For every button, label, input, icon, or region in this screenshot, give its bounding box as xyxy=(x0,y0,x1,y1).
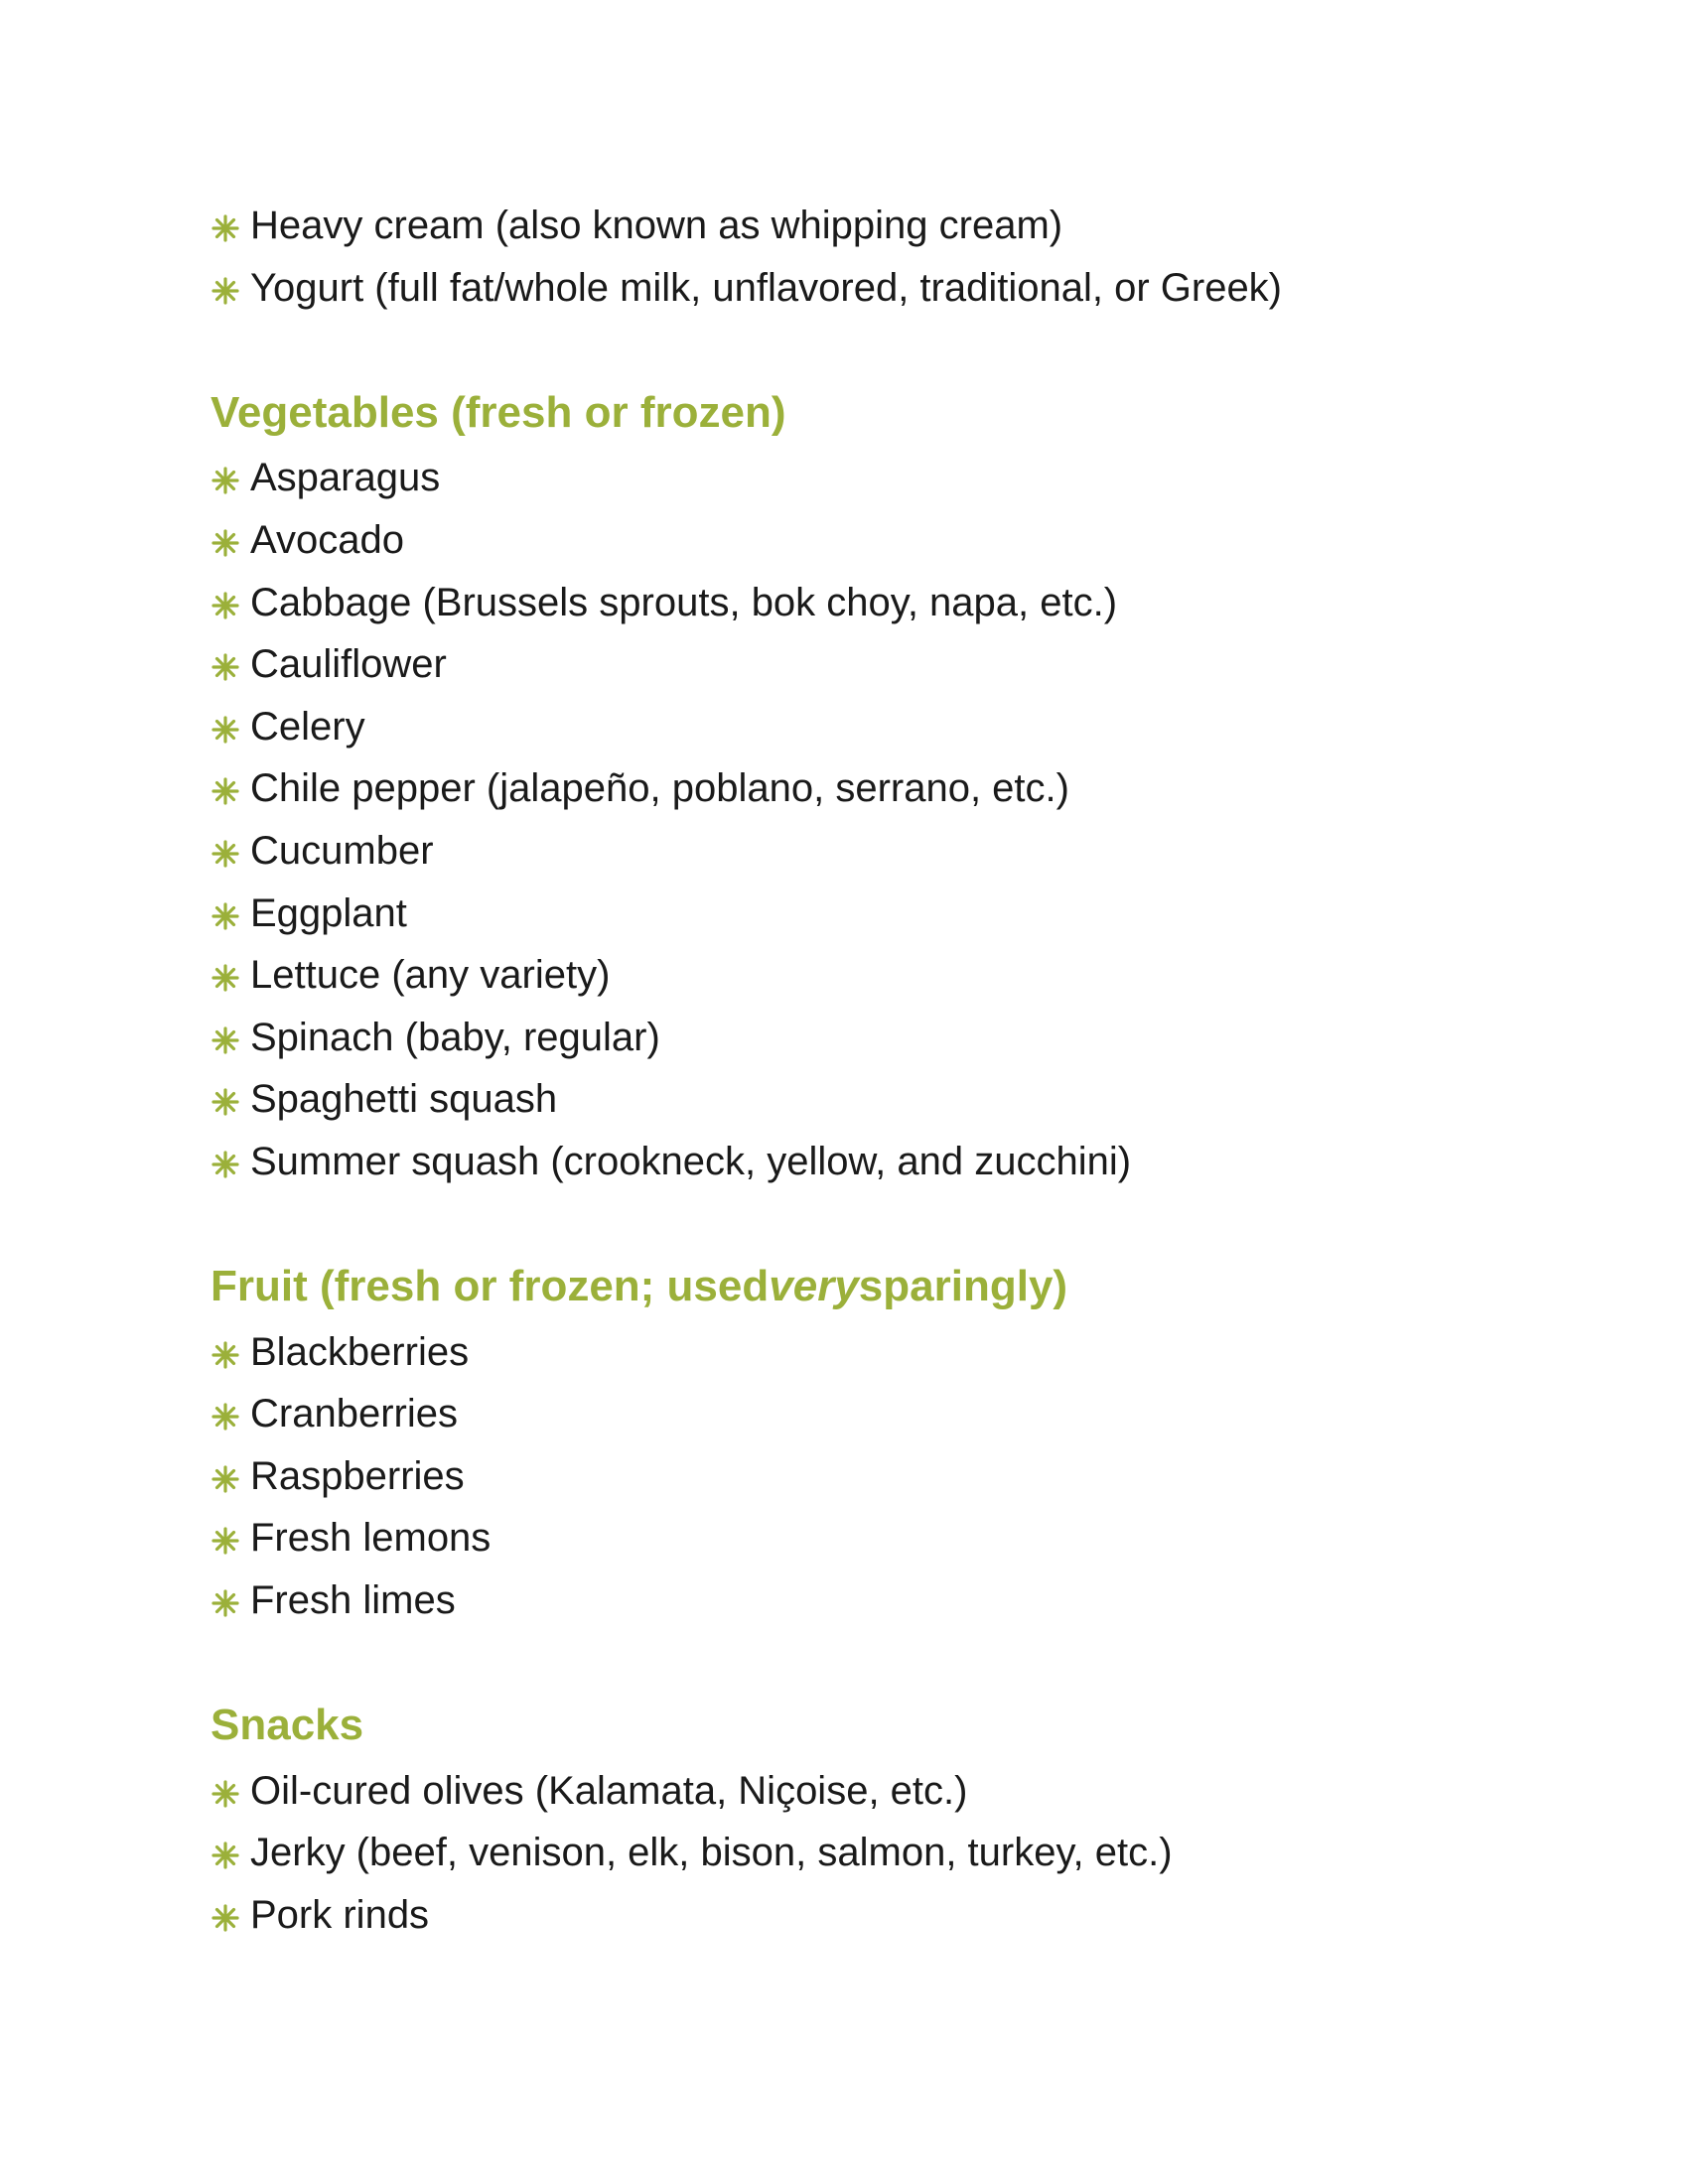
item-text: Asparagus xyxy=(250,456,441,500)
section-heading-vegetables: Vegetables (fresh or frozen) xyxy=(211,388,786,438)
list-item xyxy=(211,882,1501,944)
list-item xyxy=(211,1131,1501,1193)
list-item xyxy=(211,1759,1501,1822)
snacks-list xyxy=(211,1759,1501,1946)
asterisk-bullet-icon xyxy=(211,1841,240,1870)
list-item xyxy=(211,1507,1501,1570)
asterisk-bullet-icon xyxy=(211,715,240,745)
asterisk-bullet-icon xyxy=(211,1526,240,1556)
item-text: Chile pepper (jalapeño, poblano, serrano, etc.) xyxy=(250,766,1069,811)
asterisk-bullet-icon xyxy=(211,901,240,931)
item-text: Celery xyxy=(250,704,365,749)
list-item xyxy=(211,1570,1501,1632)
item-text: Cauliflower xyxy=(250,642,447,687)
item-text: Raspberries xyxy=(250,1453,465,1498)
item-text: Cucumber xyxy=(250,829,434,874)
asterisk-bullet-icon xyxy=(211,1087,240,1117)
list-item xyxy=(211,757,1501,820)
item-text: Pork rinds xyxy=(250,1892,430,1937)
list-item xyxy=(211,633,1501,696)
list-item xyxy=(211,1320,1501,1383)
item-text: Oil-cured olives (Kalamata, Niçoise, etc.) xyxy=(250,1768,968,1813)
item-text: Cabbage (Brussels sprouts, bok choy, napa, etc.) xyxy=(250,580,1118,624)
asterisk-bullet-icon xyxy=(211,776,240,806)
list-item xyxy=(211,195,1501,257)
asterisk-bullet-icon xyxy=(211,1340,240,1370)
section-spacer xyxy=(211,1631,1501,1694)
asterisk-bullet-icon xyxy=(211,1025,240,1055)
list-item xyxy=(211,1883,1501,1946)
item-text: Avocado xyxy=(250,518,404,563)
list-item xyxy=(211,1383,1501,1445)
section-spacer xyxy=(211,319,1501,381)
asterisk-bullet-icon xyxy=(211,1903,240,1933)
asterisk-bullet-icon xyxy=(211,839,240,869)
item-text: Cranberries xyxy=(250,1392,458,1436)
asterisk-bullet-icon xyxy=(211,963,240,993)
item-text: Blackberries xyxy=(250,1329,470,1374)
list-item xyxy=(211,1822,1501,1884)
item-text: Fresh limes xyxy=(250,1577,456,1622)
asterisk-bullet-icon xyxy=(211,213,240,243)
asterisk-bullet-icon xyxy=(211,528,240,558)
heading-text-before: Fruit (fresh or frozen; used xyxy=(211,1262,770,1311)
list-item xyxy=(211,820,1501,883)
item-text: Heavy cream (also known as whipping cream) xyxy=(250,204,1063,248)
list-item xyxy=(211,447,1501,509)
list-item xyxy=(211,509,1501,572)
item-text: Lettuce (any variety) xyxy=(250,953,611,998)
item-text: Eggplant xyxy=(250,890,407,935)
asterisk-bullet-icon xyxy=(211,1464,240,1494)
section-spacer xyxy=(211,1192,1501,1255)
heading-emphasis: very xyxy=(769,1262,859,1311)
list-item xyxy=(211,944,1501,1007)
content-column xyxy=(211,195,1501,1946)
item-text: Spinach (baby, regular) xyxy=(250,1015,660,1059)
item-text: Fresh lemons xyxy=(250,1516,492,1561)
asterisk-bullet-icon xyxy=(211,1150,240,1179)
vegetables-list xyxy=(211,447,1501,1192)
item-text: Spaghetti squash xyxy=(250,1077,558,1122)
asterisk-bullet-icon xyxy=(211,1779,240,1809)
dairy-list xyxy=(211,195,1501,319)
heading-text-after: sparingly) xyxy=(858,1262,1068,1311)
section-heading-snacks: Snacks xyxy=(211,1701,364,1750)
asterisk-bullet-icon xyxy=(211,1588,240,1618)
item-text: Yogurt (full fat/whole milk, unflavored, traditional, or Greek) xyxy=(250,265,1283,310)
fruit-list xyxy=(211,1320,1501,1631)
item-text: Summer squash (crookneck, yellow, and zucchini) xyxy=(250,1140,1132,1184)
asterisk-bullet-icon xyxy=(211,276,240,306)
list-item xyxy=(211,1068,1501,1131)
asterisk-bullet-icon xyxy=(211,591,240,620)
list-item xyxy=(211,1007,1501,1069)
list-item xyxy=(211,257,1501,320)
list-item xyxy=(211,696,1501,758)
asterisk-bullet-icon xyxy=(211,652,240,682)
asterisk-bullet-icon xyxy=(211,466,240,495)
asterisk-bullet-icon xyxy=(211,1402,240,1432)
section-heading-fruit xyxy=(211,1255,1501,1318)
list-item xyxy=(211,1445,1501,1508)
item-text: Jerky (beef, venison, elk, bison, salmon, turkey, etc.) xyxy=(250,1831,1173,1875)
list-item xyxy=(211,571,1501,633)
